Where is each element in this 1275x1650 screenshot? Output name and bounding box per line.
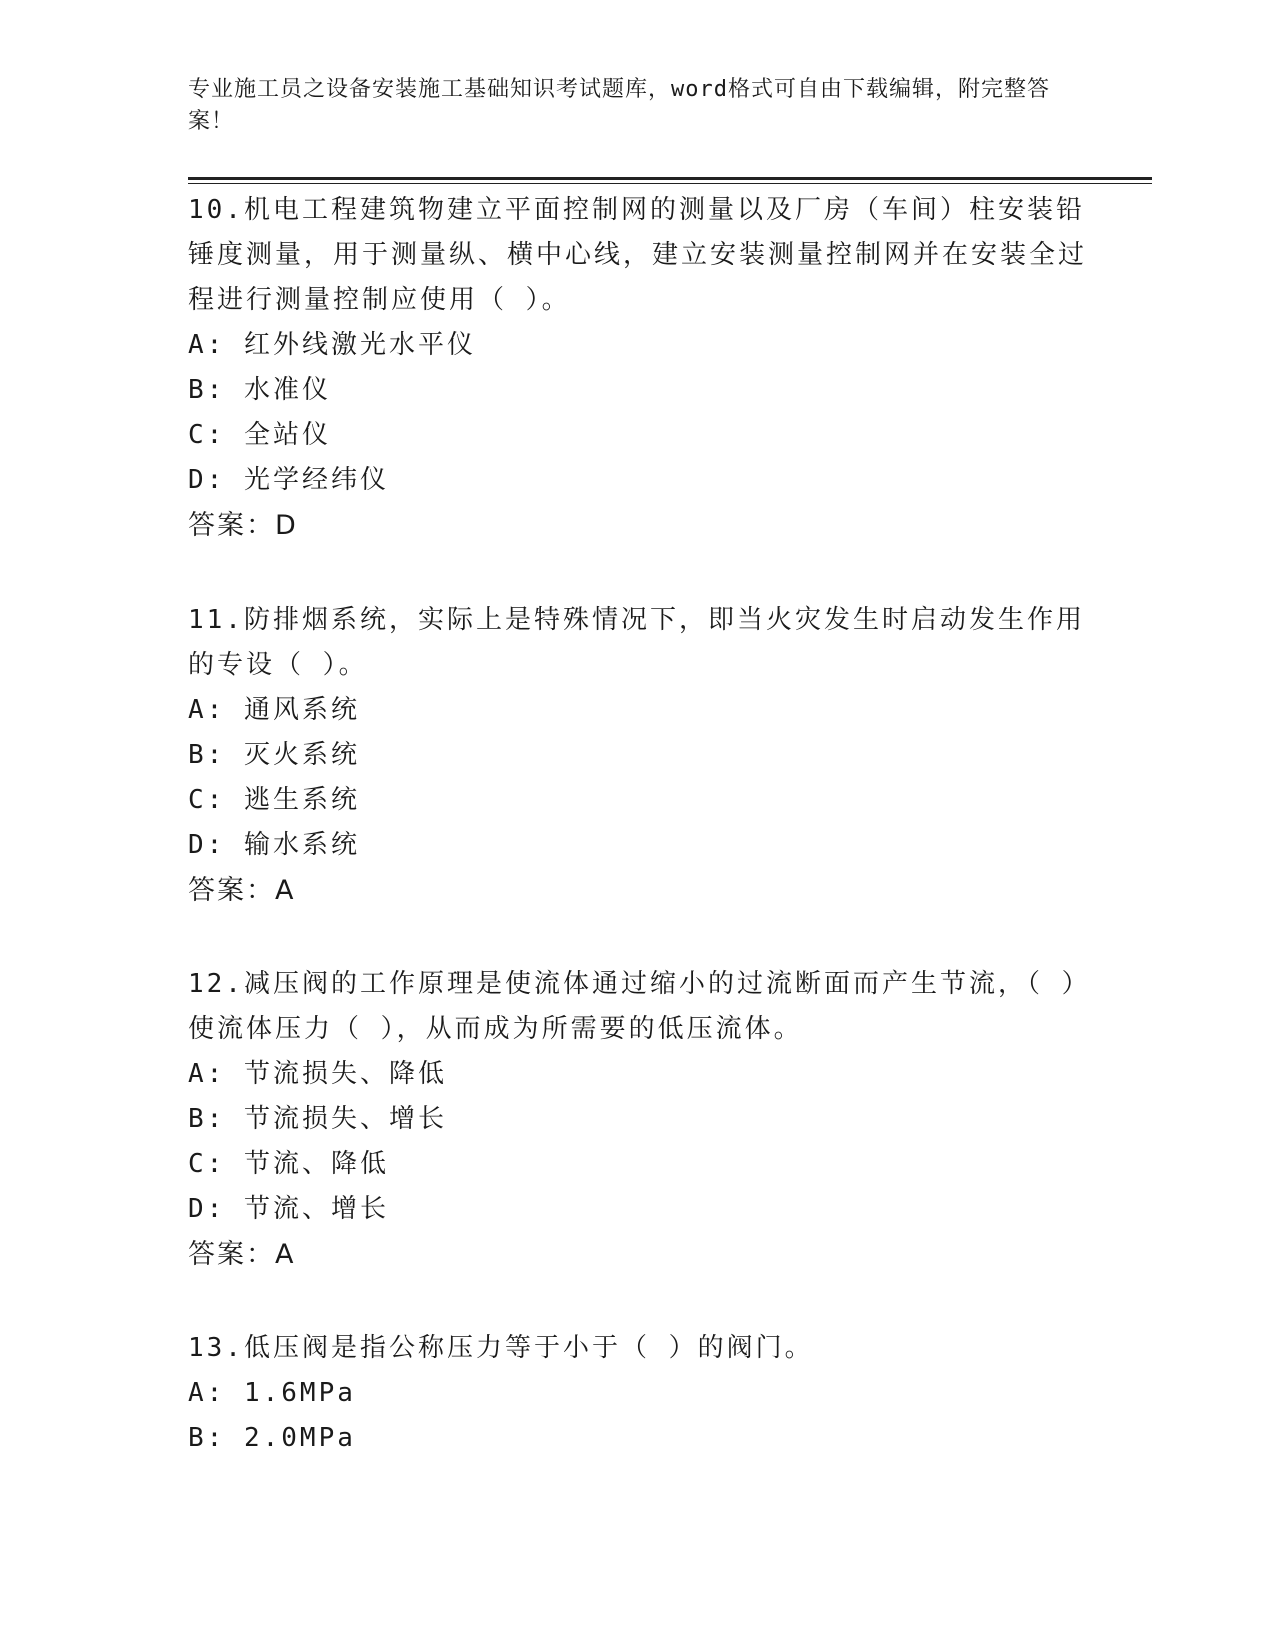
question-stem: 11.防排烟系统，实际上是特殊情况下，即当火灾发生时启动发生作用的专设（ ）。 [188,605,1085,680]
answer-line: 答案：A [188,875,296,906]
option-c: C: 全站仪 [188,420,331,450]
document-header: 专业施工员之设备安装施工基础知识考试题库，word格式可自由下载编辑，附完整答案！ [188,77,1050,134]
option-a: A: 红外线激光水平仪 [188,330,476,360]
answer-line: 答案：A [188,1239,296,1270]
question-11 [188,598,1088,913]
option-b: B: 节流损失、增长 [188,1104,447,1134]
option-a: A: 节流损失、降低 [188,1059,447,1089]
answer-line: 答案：D [188,510,298,541]
question-stem: 13.低压阀是指公称压力等于小于（ ）的阀门。 [188,1333,814,1363]
option-b: B: 灭火系统 [188,740,360,770]
option-c: C: 节流、降低 [188,1149,389,1179]
option-d: D: 光学经纬仪 [188,465,389,495]
header-divider-thin [188,183,1152,184]
question-stem: 12.减压阀的工作原理是使流体通过缩小的过流断面而产生节流，（ ）使流体压力（ ），从而成为所需要的低压流体。 [188,969,1078,1044]
question-13 [188,1326,1088,1461]
option-c: C: 逃生系统 [188,785,360,815]
option-a: A: 1.6MPa [188,1378,356,1408]
option-b: B: 水准仪 [188,375,331,405]
question-12 [188,962,1088,1277]
question-stem: 10.机电工程建筑物建立平面控制网的测量以及厂房（车间）柱安装铅锤度测量，用于测量纵、横中心线，建立安装测量控制网并在安装全过程进行测量控制应使用（ ）。 [188,195,1088,315]
question-10 [188,188,1088,548]
option-a: A: 通风系统 [188,695,360,725]
header-divider-thick [188,177,1152,180]
option-d: D: 输水系统 [188,830,360,860]
option-b: B: 2.0MPa [188,1423,356,1453]
option-d: D: 节流、增长 [188,1194,389,1224]
